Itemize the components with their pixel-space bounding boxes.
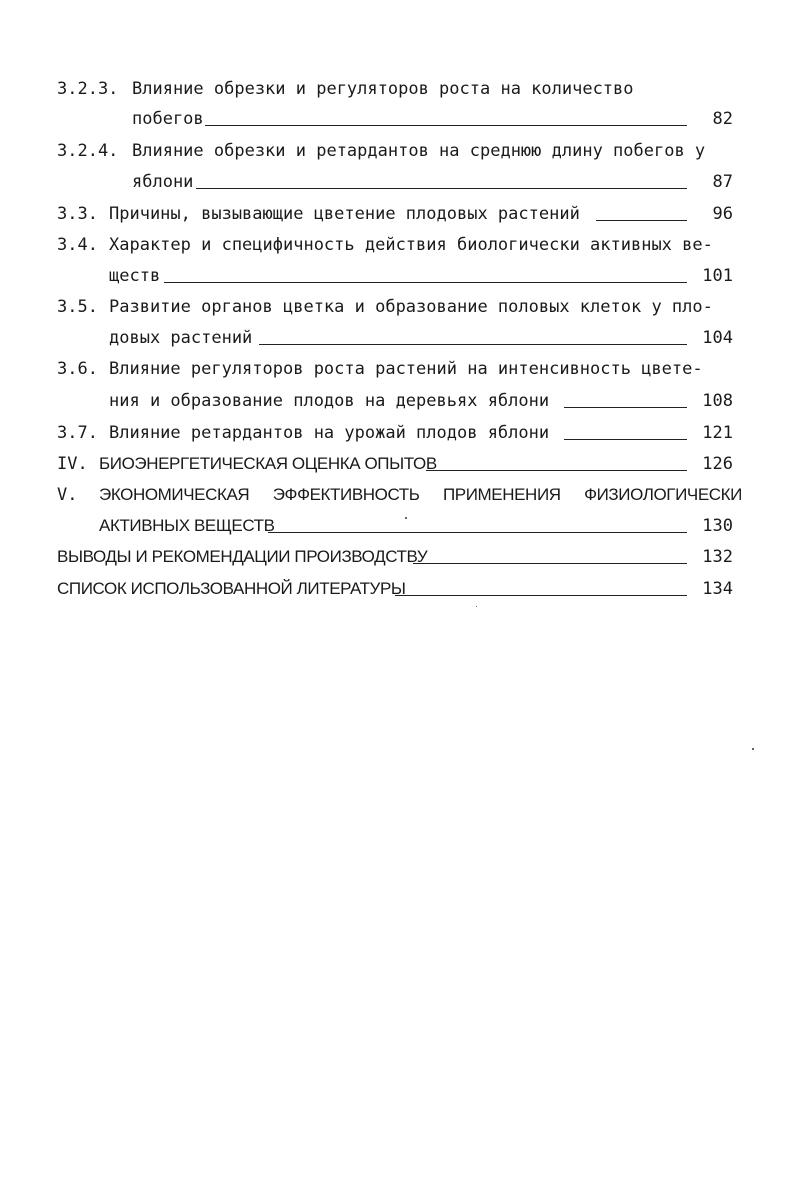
dot-leader [426,470,687,471]
toc-entry-number: 3.3. [57,204,98,224]
toc-page-number: 134 [702,579,733,599]
toc-entry-number: 3.7. [57,423,98,443]
toc-entry-title-continued: ния и образование плодов на деревьях яблони [109,391,550,411]
toc-page-number: 101 [702,266,733,286]
toc-entry-title [99,484,742,506]
toc-entry-number: 3.5. [57,297,98,317]
toc-entry-title: Влияние обрезки и регуляторов роста на количество [132,79,634,99]
dot-leader [596,220,687,221]
toc-page-number: 87 [712,172,733,192]
toc-entry-title: СПИСОК ИСПОЛЬЗОВАННОЙ ЛИТЕРАТУРЫ [57,579,406,598]
toc-title-word: ПРИМЕНЕНИЯ [442,485,561,504]
toc-entry-number: 3.2.3. [57,79,119,99]
toc-title-word: ЭФФЕКТИВНОСТЬ [272,485,420,504]
toc-entry-title-continued: АКТИВНЫХ ВЕЩЕСТВ [99,516,275,535]
toc-page-number: 82 [712,109,733,129]
toc-entry-title: Влияние регуляторов роста растений на интенсивность цвете- [109,359,703,379]
dot-leader [395,595,687,596]
toc-entry-title-continued: побегов [132,109,204,129]
ink-speck [752,748,754,750]
toc-entry-title: Влияние обрезки и ретардантов на среднюю длину побегов у [132,141,706,161]
toc-page-number: 121 [702,423,733,443]
toc-entry-number: 3.6. [57,359,98,379]
dot-leader [564,407,687,408]
toc-entry-title: Характер и специфичность действия биологически активных ве- [109,235,713,255]
toc-entry-title-continued: яблони [132,172,194,192]
toc-entry-title: БИОЭНЕРГЕТИЧЕСКАЯ ОЦЕНКА ОПЫТОВ [99,454,437,473]
dot-leader [164,282,687,283]
toc-entry-number: V. [57,485,78,505]
toc-page-number: 108 [702,391,733,411]
toc-entry-number: IV. [57,454,88,474]
toc-entry-title-continued: довых растений [109,328,253,348]
dot-leader [196,188,687,189]
dot-leader [413,563,687,564]
toc-entry-title: Причины, вызывающие цветение плодовых растений [109,204,580,224]
dot-leader [268,532,687,533]
ink-speck [405,517,407,519]
toc-page-number: 132 [702,547,733,567]
ink-speck [476,606,477,607]
toc-page-number: 130 [702,516,733,536]
dot-leader [205,125,687,126]
toc-title-word: ФИЗИОЛОГИЧЕСКИ [584,485,742,504]
toc-page-number: 96 [712,204,733,224]
toc-entry-title: Влияние ретардантов на урожай плодов яблони [109,423,550,443]
toc-page-number: 104 [702,328,733,348]
toc-page-number: 126 [702,454,733,474]
toc-entry-title-continued: ществ [109,266,161,286]
toc-entry-title: ВЫВОДЫ И РЕКОМЕНДАЦИИ ПРОИЗВОДСТВУ [57,547,428,566]
toc-entry-number: 3.2.4. [57,141,119,161]
toc-title-word: ЭКОНОМИЧЕСКАЯ [99,485,250,504]
dot-leader [259,344,687,345]
toc-entry-number: 3.4. [57,235,98,255]
dot-leader [564,439,687,440]
toc-entry-title: Развитие органов цветка и образование половых клеток у пло- [109,297,713,317]
